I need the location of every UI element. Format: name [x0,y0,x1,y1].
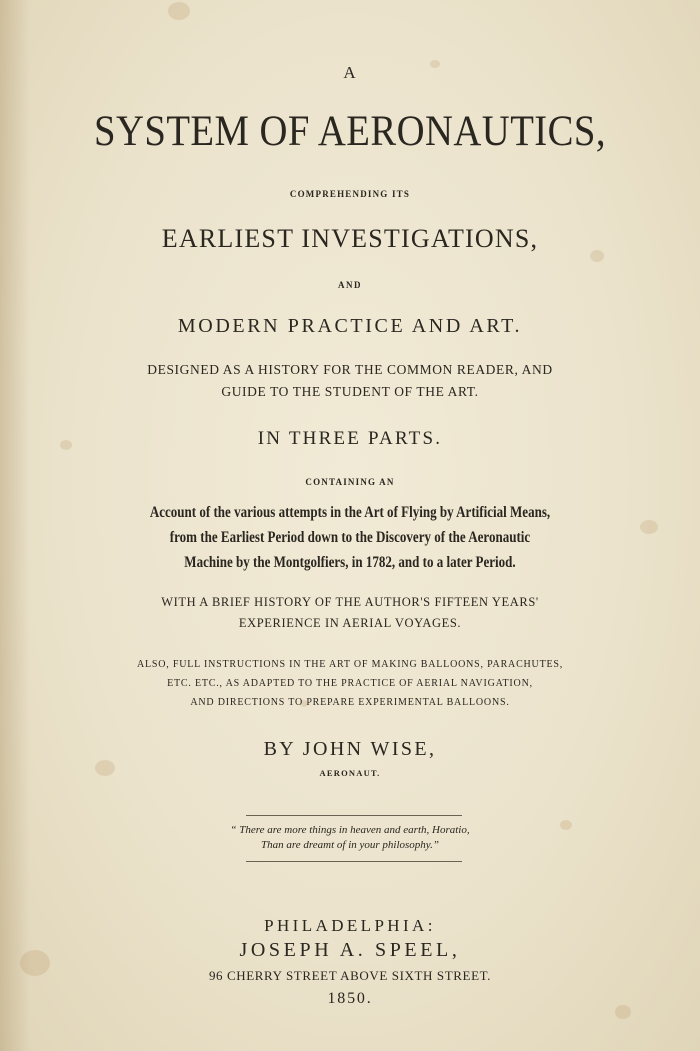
also-line-1: ALSO, FULL INSTRUCTIONS IN THE ART OF MAKING BALLOONS, PARACHUTES, [136,659,564,670]
subtitle-earliest: EARLIEST INVESTIGATIONS, [161,224,539,253]
quote-line-1: “ There are more things in heaven and earth, Horatio, [230,824,470,836]
quote-bottom-rule [246,861,462,862]
title-article: A [343,63,357,82]
account-line-3: Machine by the Montgolfiers, in 1782, and to a later Period. [184,554,516,571]
foxing-spot [615,1005,631,1019]
book-title: SYSTEM OF AERONAUTICS, [93,108,606,155]
designed-line-2: GUIDE TO THE STUDENT OF THE ART. [221,384,479,399]
containing-label: CONTAINING AN [305,477,395,487]
subtitle-comprehending: COMPREHENDING ITS [289,189,411,199]
page-edge-shadow [0,0,30,1051]
history-line-2: EXPERIENCE IN AERIAL VOYAGES. [238,616,462,630]
account-line-1: Account of the various attempts in the Art of Flying by Artificial Means, [149,504,551,521]
imprint-city: PHILADELPHIA: [264,916,436,935]
subtitle-modern: MODERN PRACTICE AND ART. [177,315,523,337]
imprint-address: 96 CHERRY STREET ABOVE SIXTH STREET. [208,968,492,983]
also-line-2: ETC. ETC., AS ADAPTED TO THE PRACTICE OF AERIAL NAVIGATION, [167,678,533,689]
history-line-1: WITH A BRIEF HISTORY OF THE AUTHOR'S FIFTEEN YEARS' [161,595,539,609]
subtitle-and: AND [338,280,362,290]
author-role: AERONAUT. [319,768,381,778]
foxing-spot [168,2,190,20]
account-line-2: from the Earliest Period down to the Discovery of the Aeronautic [169,529,531,546]
also-line-3: AND DIRECTIONS TO PREPARE EXPERIMENTAL BALLOONS. [190,697,510,708]
imprint-publisher: JOSEPH A. SPEEL, [239,939,461,961]
designed-line-1: DESIGNED AS A HISTORY FOR THE COMMON READER, AND [147,362,553,377]
author-line: BY JOHN WISE, [263,738,437,760]
quote-top-rule [246,815,462,816]
quote-line-2: Than are dreamt of in your philosophy.” [261,839,439,851]
imprint-year: 1850. [327,990,373,1007]
parts-heading: IN THREE PARTS. [257,428,443,449]
